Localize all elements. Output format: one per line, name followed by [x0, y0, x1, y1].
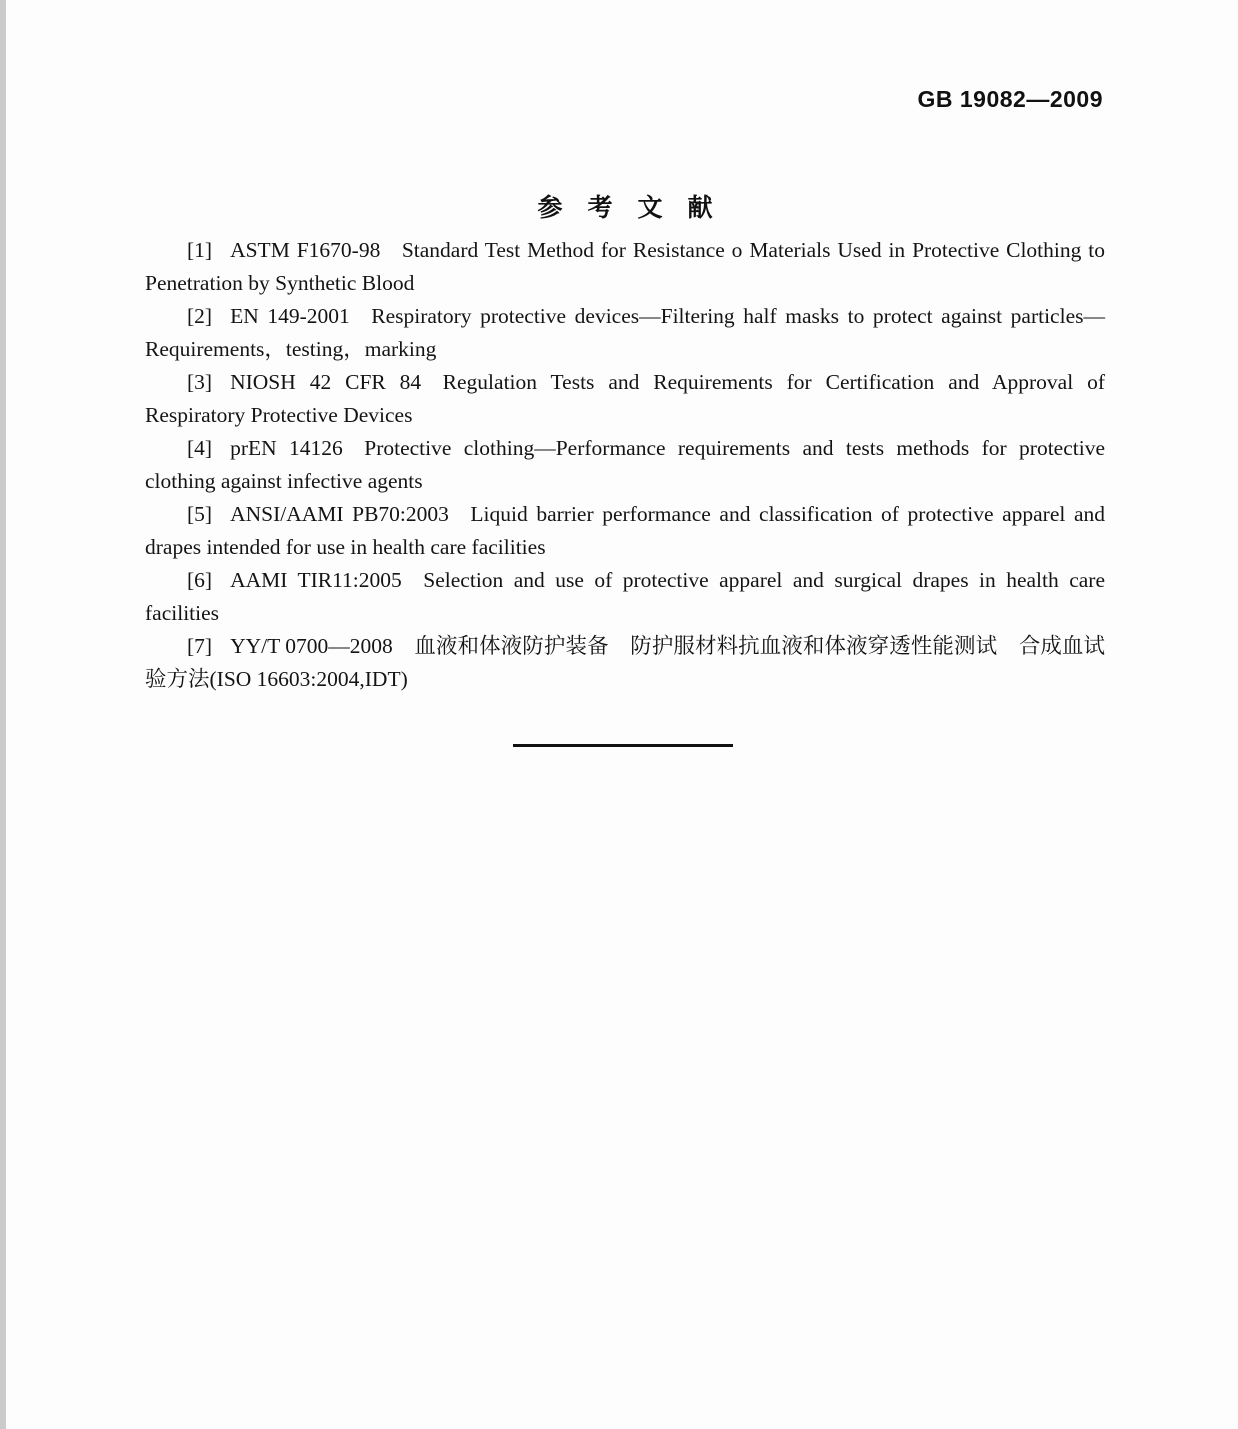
scan-edge-artifact — [0, 0, 6, 1429]
standard-code: GB 19082—2009 — [917, 86, 1103, 112]
reference-label: [1] — [187, 238, 213, 262]
references-section — [145, 234, 1111, 696]
page-header — [0, 86, 1103, 113]
reference-item — [145, 366, 1111, 432]
page-title: 参 考 文 献 — [537, 194, 713, 222]
reference-label: [4] — [187, 436, 213, 460]
reference-text: EN 149-2001 Respiratory protective devices—Filtering half masks to protect against particles—Requirements，testing，marking — [145, 304, 1105, 361]
reference-text: ASTM F1670-98 Standard Test Method for Resistance o Materials Used in Protective Clothing to Penetration by Synthetic Blood — [145, 238, 1111, 295]
reference-label: [6] — [187, 568, 213, 592]
reference-text: YY/T 0700—2008 血液和体液防护装备 防护服材料抗血液和体液穿透性能测试 合成血试验方法(ISO 16603:2004,IDT) — [145, 634, 1105, 691]
reference-label: [2] — [187, 304, 213, 328]
reference-text: AAMI TIR11:2005 Selection and use of protective apparel and surgical drapes in health care facilities — [145, 568, 1111, 625]
reference-label: [3] — [187, 370, 213, 394]
reference-item — [145, 630, 1105, 696]
reference-text: NIOSH 42 CFR 84 Regulation Tests and Requirements for Certification and Approval of Respiratory Protective Devices — [145, 370, 1111, 427]
reference-label: [7] — [187, 634, 213, 658]
reference-item — [145, 300, 1105, 366]
reference-text: ANSI/AAMI PB70:2003 Liquid barrier performance and classification of protective apparel and drapes intended for use in health care facilities — [145, 502, 1111, 559]
end-of-document-rule — [513, 744, 733, 747]
reference-text: prEN 14126 Protective clothing—Performance requirements and tests methods for protective clothing against infective agents — [145, 436, 1111, 493]
reference-item — [145, 564, 1111, 630]
reference-label: [5] — [187, 502, 213, 526]
reference-item — [145, 432, 1111, 498]
reference-item — [145, 498, 1111, 564]
reference-item — [145, 234, 1111, 300]
